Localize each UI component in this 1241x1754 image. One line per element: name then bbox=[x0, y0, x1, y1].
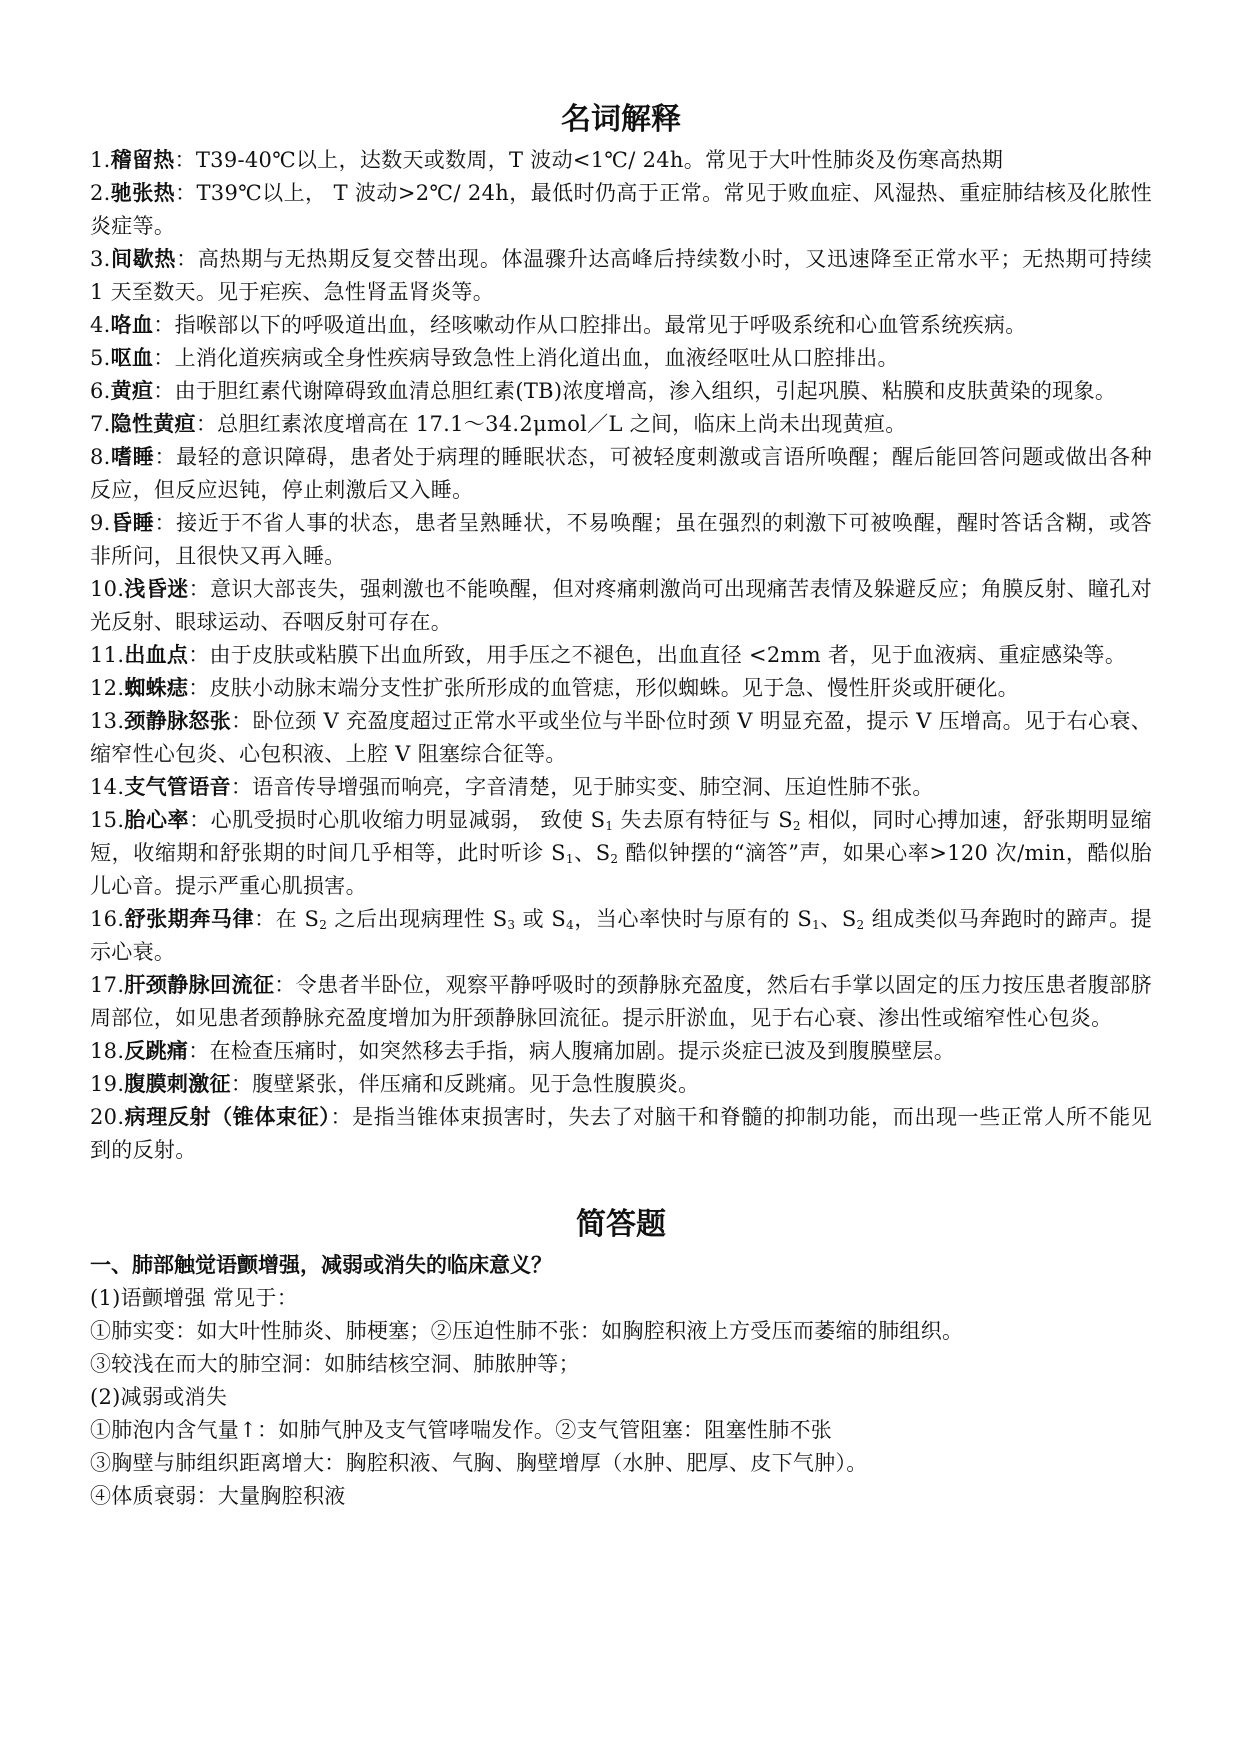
entry-separator: ： bbox=[188, 643, 210, 667]
entry-term: 出血点 bbox=[124, 643, 189, 667]
entry-term: 胎心率 bbox=[124, 808, 190, 832]
glossary-entry bbox=[90, 804, 1152, 903]
entry-number: 9. bbox=[90, 511, 111, 535]
entry-number: 16. bbox=[90, 907, 125, 931]
entry-number: 15. bbox=[90, 808, 125, 832]
entry-term: 隐性黄疸 bbox=[110, 412, 196, 436]
entry-separator: ： bbox=[154, 445, 177, 469]
glossary-entry bbox=[90, 309, 1152, 342]
entry-number: 11. bbox=[90, 643, 125, 667]
entry-term: 黄疸 bbox=[110, 379, 154, 403]
entry-term: 蜘蛛痣 bbox=[124, 676, 189, 700]
entry-separator: ： bbox=[153, 379, 175, 403]
subscript: 1 bbox=[812, 918, 820, 932]
entry-definition: 由于胆红素代谢障碍致血清总胆红素(TB)浓度增高，渗入组织，引起巩膜、粘膜和皮肤黄染的现象。 bbox=[174, 379, 1117, 403]
entry-separator: ： bbox=[230, 1072, 253, 1096]
entry-definition: 指喉部以下的呼吸道出血，经咳嗽动作从口腔排出。最常见于呼吸系统和心血管系统疾病。 bbox=[174, 313, 1027, 337]
entry-definition-part: 、S bbox=[573, 841, 611, 865]
glossary-entry bbox=[90, 1035, 1152, 1068]
answer-line: ①肺实变：如大叶性肺炎、肺梗塞；②压迫性肺不张：如胸腔积液上方受压而萎缩的肺组织。 bbox=[90, 1319, 964, 1343]
entry-term: 昏睡 bbox=[110, 511, 155, 535]
glossary-entry bbox=[90, 969, 1152, 1035]
entry-number: 4. bbox=[90, 313, 111, 337]
glossary-entry bbox=[90, 672, 1152, 705]
answer-line: (1)语颤增强 常见于： bbox=[90, 1286, 299, 1310]
entry-number: 14. bbox=[90, 775, 125, 799]
entry-term: 肝颈静脉回流征 bbox=[124, 973, 275, 997]
answer-block bbox=[90, 1282, 1152, 1513]
entry-number: 8. bbox=[90, 445, 111, 469]
answer-line: ①肺泡内含气量↑：如肺气肿及支气管哮喘发作。②支气管阻塞：阻塞性肺不张 bbox=[90, 1418, 833, 1442]
entry-definition: 意识大部丧失，强刺激也不能唤醒，但对疼痛刺激尚可出现痛苦表情及躲避反应；角膜反射、瞳孔对光反射、眼球运动、吞咽反射可存在。 bbox=[90, 577, 1152, 634]
glossary-entry bbox=[90, 507, 1152, 573]
entry-definition: 总胆红素浓度增高在 17.1～34.2μmol／L 之间，临床上尚未出现黄疸。 bbox=[217, 412, 907, 436]
entry-definition-part: 组成类似马奔跑时的蹄声。提示心衰。 bbox=[90, 907, 1152, 964]
entry-separator: ： bbox=[175, 181, 197, 205]
entry-definition-part: 失去原有特征与 S bbox=[613, 808, 793, 832]
entry-number: 1. bbox=[90, 148, 111, 172]
entry-definition-part: ，当心率快时与原有的 S bbox=[574, 907, 813, 931]
entry-number: 5. bbox=[90, 346, 111, 370]
entry-definition: T39℃以上， T 波动>2℃/ 24h，最低时仍高于正常。常见于败血症、风湿热、重症肺结核及化脓性炎症等。 bbox=[90, 181, 1152, 238]
entry-separator: ： bbox=[330, 1105, 353, 1129]
entry-definition: T39-40℃以上，达数天或数周，T 波动<1℃/ 24h。常见于大叶性肺炎及伤寒高热期 bbox=[195, 148, 1004, 172]
entry-definition: 接近于不省人事的状态，患者呈熟睡状，不易唤醒；虽在强烈的刺激下可被唤醒，醒时答话含糊，或答非所问，且很快又再入睡。 bbox=[90, 511, 1152, 568]
glossary-entry bbox=[90, 243, 1152, 309]
entry-definition-part: 在 S bbox=[275, 907, 320, 931]
entry-definition: 语音传导增强而响亮，字音清楚，见于肺实变、肺空洞、压迫性肺不张。 bbox=[252, 775, 934, 799]
subscript: 3 bbox=[507, 918, 516, 932]
subscript: 2 bbox=[610, 852, 619, 866]
entry-term: 咯血 bbox=[110, 313, 154, 337]
entry-definition-part: 之后出现病理性 S bbox=[327, 907, 508, 931]
subscript: 2 bbox=[856, 918, 865, 932]
glossary-entry bbox=[90, 408, 1152, 441]
glossary-entry bbox=[90, 705, 1152, 771]
subscript: 1 bbox=[605, 819, 614, 833]
entry-separator: ： bbox=[176, 247, 198, 271]
glossary-entry bbox=[90, 144, 1152, 177]
entry-term: 病理反射（锥体束征） bbox=[124, 1105, 331, 1129]
entry-number: 10. bbox=[90, 577, 125, 601]
answer-line: (2)减弱或消失 bbox=[90, 1385, 228, 1409]
entry-definition-part: 或 S bbox=[515, 907, 567, 931]
entry-separator: ： bbox=[153, 346, 175, 370]
subscript: 1 bbox=[565, 852, 574, 866]
question-heading: 一、肺部触觉语颤增强，减弱或消失的临床意义？ bbox=[90, 1253, 552, 1277]
entry-definition: 卧位颈 V 充盈度超过正常水平或坐位与半卧位时颈 V 明显充盈，提示 V 压增高。见于右心衰、缩窄性心包炎、心包积液、上腔 V 阻塞综合征等。 bbox=[90, 709, 1153, 766]
entry-separator: ： bbox=[188, 676, 210, 700]
glossary-entry bbox=[90, 342, 1152, 375]
entry-definition: 上消化道疾病或全身性疾病导致急性上消化道出血，血液经呕吐从口腔排出。 bbox=[174, 346, 899, 370]
entry-definition: 是指当锥体束损害时，失去了对脑干和脊髓的抑制功能，而出现一些正常人所不能见到的反射。 bbox=[90, 1105, 1152, 1162]
glossary-entry bbox=[90, 639, 1152, 672]
entry-term: 间歇热 bbox=[110, 247, 177, 271]
entry-definition: 高热期与无热期反复交替出现。体温骤升达高峰后持续数小时，又迅速降至正常水平；无热期可持续 1 天至数天。见于疟疾、急性肾盂肾炎等。 bbox=[90, 247, 1152, 304]
entry-number: 6. bbox=[90, 379, 111, 403]
entry-term: 舒张期奔马律 bbox=[124, 907, 255, 931]
answer-line: ③较浅在而大的肺空洞：如肺结核空洞、肺脓肿等； bbox=[90, 1352, 580, 1376]
entry-term: 嗜睡 bbox=[110, 445, 155, 469]
entry-term: 颈静脉怒张 bbox=[124, 709, 232, 733]
entry-definition-part: 酷似钟摆的“滴答”声，如果心率>120 次/min，酷似胎儿心音。提示严重心肌损害。 bbox=[90, 841, 1152, 898]
entry-separator: ： bbox=[195, 412, 218, 436]
entry-definition-part: 心肌受损时心肌收缩力明显减弱， 致使 S bbox=[210, 808, 606, 832]
entry-number: 13. bbox=[90, 709, 125, 733]
entry-definition: 皮肤小动脉末端分支性扩张所形成的血管痣，形似蜘蛛。见于急、慢性肝炎或肝硬化。 bbox=[209, 676, 1019, 700]
entry-separator: ： bbox=[188, 577, 211, 601]
entry-separator: ： bbox=[231, 709, 253, 733]
entry-term: 驰张热 bbox=[110, 181, 176, 205]
subscript: 2 bbox=[792, 819, 801, 833]
entry-term: 浅昏迷 bbox=[124, 577, 189, 601]
entry-separator: ： bbox=[153, 313, 175, 337]
document-page bbox=[90, 100, 1152, 1513]
entry-definition-part: 、S bbox=[820, 907, 857, 931]
entry-definition: 最轻的意识障碍，患者处于病理的睡眠状态，可被轻度刺激或言语所唤醒；醒后能回答问题或做出各种反应，但反应迟钝，停止刺激后又入睡。 bbox=[90, 445, 1152, 502]
section-title-glossary: 名词解释 bbox=[561, 102, 681, 137]
entry-number: 12. bbox=[90, 676, 125, 700]
entry-separator: ： bbox=[189, 808, 211, 832]
subscript: 2 bbox=[319, 918, 328, 932]
entry-separator: ： bbox=[188, 1039, 210, 1063]
glossary-entry bbox=[90, 903, 1152, 969]
entry-definition: 腹壁紧张，伴压痛和反跳痛。见于急性腹膜炎。 bbox=[252, 1072, 700, 1096]
entry-term: 支气管语音 bbox=[124, 775, 231, 799]
entry-number: 20. bbox=[90, 1105, 125, 1129]
glossary-entry bbox=[90, 1101, 1152, 1167]
entry-number: 3. bbox=[90, 247, 111, 271]
entry-definition-part: 相似，同时心搏加速，舒张期明显缩短，收缩期和舒张期的时间几乎相等，此时听诊 S bbox=[90, 808, 1152, 865]
subscript: 4 bbox=[566, 918, 575, 932]
answer-line: ④体质衰弱：大量胸腔积液 bbox=[90, 1484, 346, 1508]
glossary-entry bbox=[90, 771, 1152, 804]
entry-number: 17. bbox=[90, 973, 125, 997]
entry-number: 7. bbox=[90, 412, 111, 436]
entry-separator: ： bbox=[254, 907, 276, 931]
entry-definition: 令患者半卧位，观察平静呼吸时的颈静脉充盈度，然后右手掌以固定的压力按压患者腹部脐周部位，如见患者颈静脉充盈度增加为肝颈静脉回流征。提示肝淤血，见于右心衰、渗出性或缩窄性心包炎。 bbox=[90, 973, 1152, 1030]
entry-term: 稽留热 bbox=[110, 148, 175, 172]
entry-separator: ： bbox=[154, 511, 177, 535]
glossary-entry bbox=[90, 573, 1152, 639]
glossary-entry bbox=[90, 441, 1152, 507]
entry-definition: 在检查压痛时，如突然移去手指，病人腹痛加剧。提示炎症已波及到腹膜壁层。 bbox=[209, 1039, 956, 1063]
answer-line: ③胸壁与肺组织距离增大：胸腔积液、气胸、胸壁增厚（水肿、肥厚、皮下气肿）。 bbox=[90, 1451, 868, 1475]
entry-definition: 由于皮肤或粘膜下出血所致，用手压之不褪色，出血直径 <2mm 者，见于血液病、重症感染等。 bbox=[209, 643, 1127, 667]
glossary-list bbox=[90, 144, 1152, 1167]
glossary-entry bbox=[90, 375, 1152, 408]
glossary-entry bbox=[90, 1068, 1152, 1101]
entry-number: 19. bbox=[90, 1072, 125, 1096]
entry-separator: ： bbox=[230, 775, 253, 799]
section-title-short-answer: 简答题 bbox=[576, 1207, 666, 1242]
entry-term: 腹膜刺激征 bbox=[124, 1072, 231, 1096]
entry-term: 呕血 bbox=[110, 346, 154, 370]
entry-separator: ： bbox=[274, 973, 296, 997]
entry-number: 2. bbox=[90, 181, 111, 205]
entry-number: 18. bbox=[90, 1039, 125, 1063]
entry-term: 反跳痛 bbox=[124, 1039, 189, 1063]
entry-separator: ： bbox=[174, 148, 196, 172]
glossary-entry bbox=[90, 177, 1152, 243]
